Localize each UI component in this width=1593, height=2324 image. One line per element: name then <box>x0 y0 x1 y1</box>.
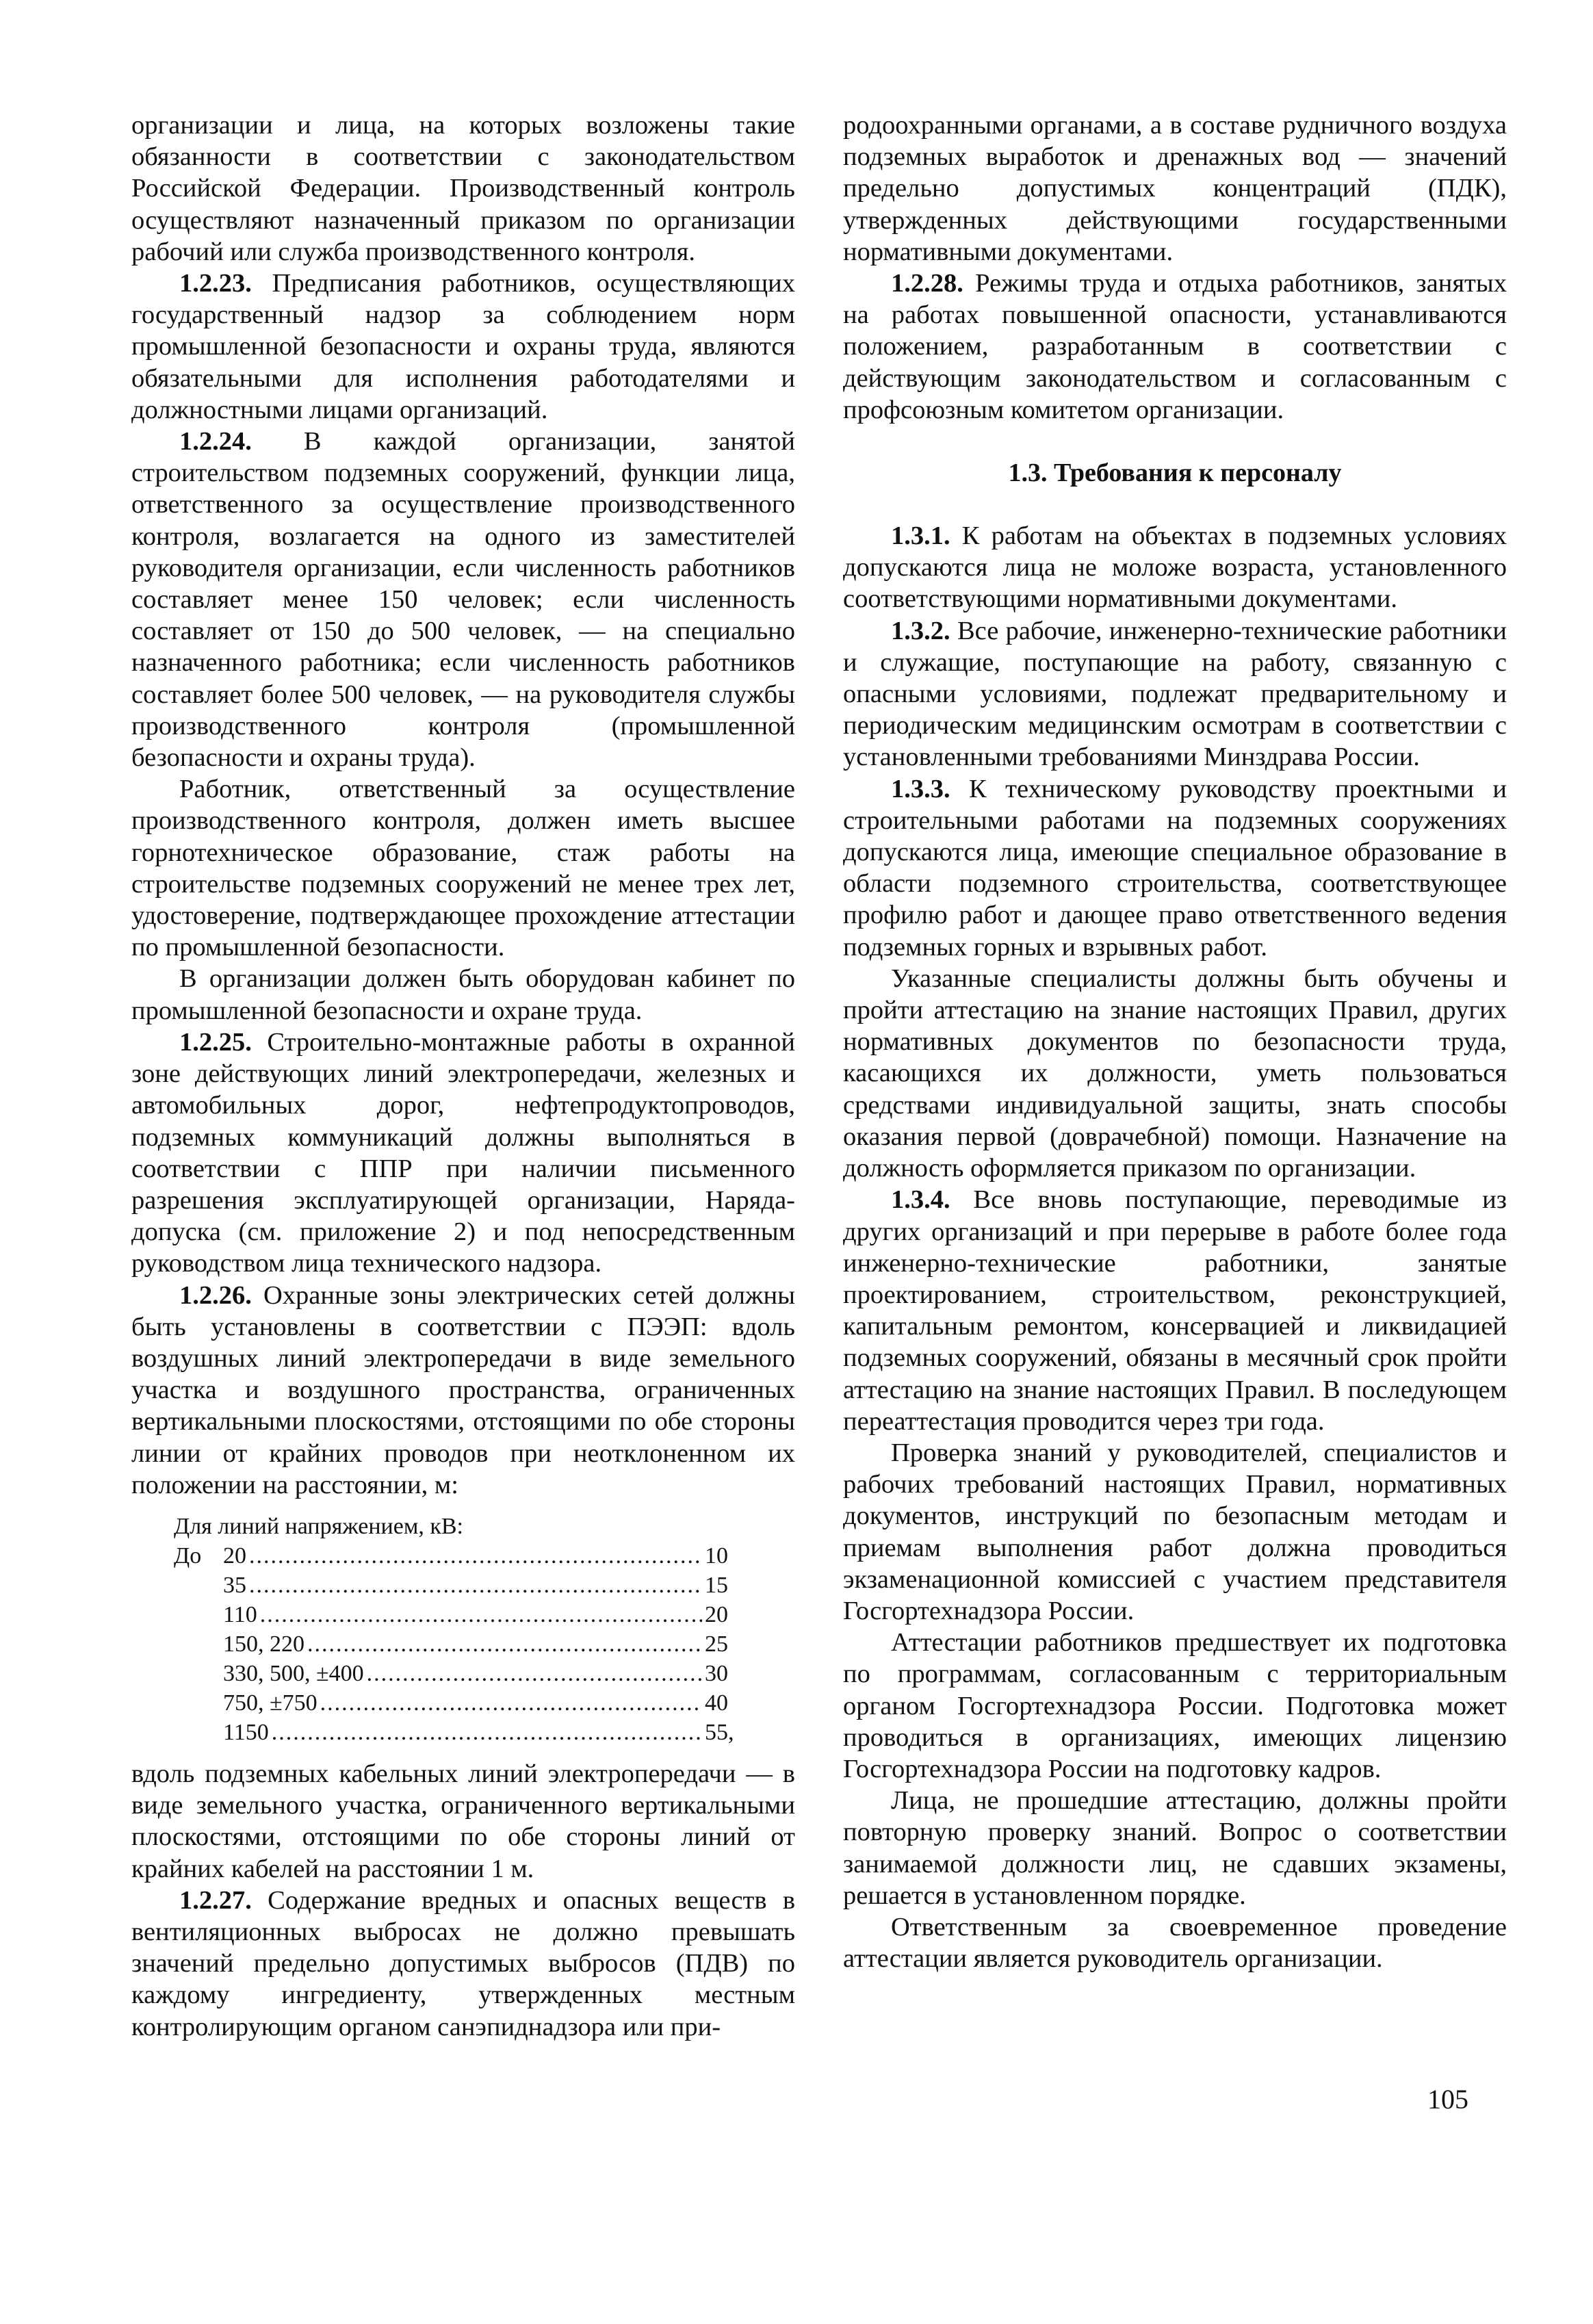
row-value: 10 <box>705 1542 728 1568</box>
dot-leader <box>272 1718 702 1747</box>
right-column <box>843 109 1507 1974</box>
clause-number: 1.2.23. <box>179 269 252 298</box>
section-heading: 1.3. Требования к персоналу <box>1008 459 1342 488</box>
table-row <box>174 1688 735 1718</box>
clause-text: Режимы труда и отдыха работников, занятых на работах повышенной опасности, устанавливаются положением, разработанным в соответствии с действующим законодательством и согласованным с профсоюзным комитетом организации. <box>843 269 1507 424</box>
row-value: 25 <box>705 1631 728 1657</box>
row-value: 15 <box>705 1572 728 1598</box>
clause-number: 1.2.25. <box>179 1027 252 1057</box>
row-prefix: До <box>174 1542 202 1568</box>
clause-text: Все вновь поступающие, переводимые из других организаций и при перерыве в работе более года инженерно-технические работники, занятые проектированием, строительством, реконструкцией, капитальным ремонтом, консервацией и ликвидацией подземных сооружений, обязаны в месячный срок пройти аттестацию на знание настоящих Правил. В последующем переаттестация проводится через три года. <box>843 1185 1507 1436</box>
dot-leader <box>249 1541 702 1571</box>
row-label: 750, ±750 <box>223 1690 318 1716</box>
clause-text: Строительно-монтажные работы в охранной зоне действующих линий электропередачи, железных и автомобильных дорог, нефтепродуктопроводов, подземных коммуникаций должны выполняться в соответствии с ППР при наличии письменного разрешения эксплуатирующей организации, Наряда-допуска (см. приложение 2) и под непосредственным руководством лица технического надзора. <box>131 1027 795 1278</box>
table-row <box>174 1571 735 1600</box>
dot-leader <box>320 1688 702 1718</box>
dot-leader <box>367 1659 702 1688</box>
paragraph: Указанные специалисты должны быть обучены и пройти аттестацию на знание настоящих Правил, других нормативных документов по безопасности труда, касающихся их должности, уметь пользоваться средствами индивидуальной защиты, знать способы оказания первой (доврачебной) помощи. Назначение на должность оформляется приказом по организации. <box>843 964 1507 1183</box>
clause-text: К работам на объектах в подземных условиях допускаются лица не моложе возраста, установленного соответствующими нормативными документами. <box>843 521 1507 614</box>
clause-text: Содержание вредных и опасных веществ в вентиляционных выбросах не должно превышать значений предельно допустимых выбросов (ПДВ) по каждому ингредиенту, утвержденных местным контролирующим органом санэпиднадзора или при- <box>131 1885 795 2041</box>
table-row <box>174 1541 735 1571</box>
paragraph: организации и лица, на которых возложены такие обязанности в соответствии с законодательством Российской Федерации. Производственный контроль осуществляют назначенный приказом по организации рабочий или служба производственного контроля. <box>131 111 795 266</box>
row-value: 30 <box>705 1660 728 1686</box>
table-row <box>174 1600 735 1629</box>
paragraph: Ответственным за своевременное проведение аттестации является руководитель организации. <box>843 1912 1507 1974</box>
table-row <box>174 1718 735 1747</box>
paragraph-1-2-25 <box>131 1027 795 1280</box>
clause-number: 1.2.27. <box>179 1885 252 1915</box>
paragraph: Лица, не прошедшие аттестацию, должны пройти повторную проверку знаний. Вопрос о соответствии занимаемой должности лиц, не сдавших экзамены, решается в установленном порядке. <box>843 1786 1507 1910</box>
paragraph-1-2-28 <box>843 268 1507 426</box>
clause-text: Все рабочие, инженерно-технические работники и служащие, поступающие на работу, связанную с опасными условиями, подлежат предварительному и периодическим медицинским осмотрам в соответствии с установленными требованиями Минздрава России. <box>843 616 1507 772</box>
left-column <box>131 109 795 2043</box>
clause-text: К техническому руководству проектными и строительными работами на подземных сооружениях допускаются лица, имеющие специальное образование в области подземного строительства, соответствующее профилю работ и дающее право ответственного ведения подземных горных и взрывных работ. <box>843 774 1507 961</box>
paragraph: В организации должен быть оборудован кабинет по промышленной безопасности и охране труда. <box>131 964 795 1025</box>
dot-leader <box>249 1571 702 1600</box>
row-label: 20 <box>223 1542 246 1568</box>
clause-number: 1.3.2. <box>891 616 950 645</box>
row-label: 35 <box>223 1572 246 1598</box>
clause-number: 1.3.1. <box>891 521 950 551</box>
clause-number: 1.2.28. <box>891 269 963 298</box>
row-label: 1150 <box>223 1719 269 1745</box>
clause-text: Охранные зоны электрических сетей должны быть установлены в соответствии с ПЭЭП: вдоль воздушных линий электропередачи в виде земельного участка и воздушного пространства, ограниченных вертикальными плоскостями, отстоящими по обе стороны линии от крайних проводов при неотклоненном их положении на расстоянии, м: <box>131 1280 795 1499</box>
paragraph-1-3-3 <box>843 773 1507 963</box>
paragraph-1-2-27 <box>131 1885 795 2043</box>
dot-leader <box>307 1629 702 1659</box>
clause-number: 1.2.26. <box>179 1280 252 1310</box>
clause-text: В каждой организации, занятой строительством подземных сооружений, функции лица, ответственного за осуществление производственного контроля, возлагается на одного из заместителей руководителя организации, если численность работников составляет менее 150 человек; если численность составляет от 150 до 500 человек, — на специально назначенного работника; если численность работников составляет более 500 человек, — на руководителя службы производственного контроля (промышленной безопасности и охраны труда). <box>131 427 795 773</box>
paragraph-1-2-24 <box>131 426 795 773</box>
row-value: 40 <box>705 1690 728 1716</box>
paragraph: родоохранными органами, а в составе рудничного воздуха подземных выработок и дренажных вод — значений предельно допустимых концентраций (ПДК), утвержденных действующими государственными нормативными документами. <box>843 111 1507 266</box>
row-value: 20 <box>705 1601 728 1627</box>
dot-leader <box>260 1600 702 1629</box>
row-label: 110 <box>223 1601 257 1627</box>
row-label: 330, 500, ±400 <box>223 1660 364 1686</box>
page-number: 105 <box>1427 2084 1468 2115</box>
clause-number: 1.3.3. <box>891 774 950 803</box>
row-value: 55, <box>705 1719 734 1745</box>
voltage-distance-table <box>174 1512 735 1747</box>
paragraph-1-3-4 <box>843 1184 1507 1437</box>
paragraph-1-2-23 <box>131 268 795 426</box>
row-label: 150, 220 <box>223 1631 305 1657</box>
paragraph-1-3-2 <box>843 615 1507 773</box>
paragraph: Аттестации работников предшествует их подготовка по программам, согласованным с территориальным органом Госгортехнадзора России. Подготовка может проводиться в организациях, имеющих лицензию Госгортехнадзора России на подготовку кадров. <box>843 1628 1507 1783</box>
paragraph-1-2-26 <box>131 1280 795 1501</box>
paragraph: Проверка знаний у руководителей, специалистов и рабочих требований настоящих Правил, нормативных документов, инструкций по безопасным методам и приемам выполнения работ должна проводиться экзаменационной комиссией с участием представителя Госгортехнадзора России. <box>843 1438 1507 1625</box>
clause-number: 1.3.4. <box>891 1185 950 1215</box>
table-caption: Для линий напряжением, кВ: <box>174 1513 463 1539</box>
paragraph: Работник, ответственный за осуществление производственного контроля, должен иметь высшее горнотехническое образование, стаж работы на строительстве подземных сооружений не менее трех лет, удостоверение, подтверждающее прохождение аттестации по промышленной безопасности. <box>131 775 795 962</box>
table-row <box>174 1629 735 1659</box>
paragraph: вдоль подземных кабельных линий электропередачи — в виде земельного участка, ограниченного вертикальными плоскостями, отстоящими по обе стороны линий от крайних кабелей на расстоянии 1 м. <box>131 1759 795 1883</box>
clause-text: Предписания работников, осуществляющих государственный надзор за соблюдением норм промышленной безопасности и охраны труда, являются обязательными для исполнения работодателями и должностными лицами организаций. <box>131 269 795 424</box>
clause-number: 1.2.24. <box>179 427 252 456</box>
table-row <box>174 1659 735 1688</box>
paragraph-1-3-1 <box>843 520 1507 615</box>
